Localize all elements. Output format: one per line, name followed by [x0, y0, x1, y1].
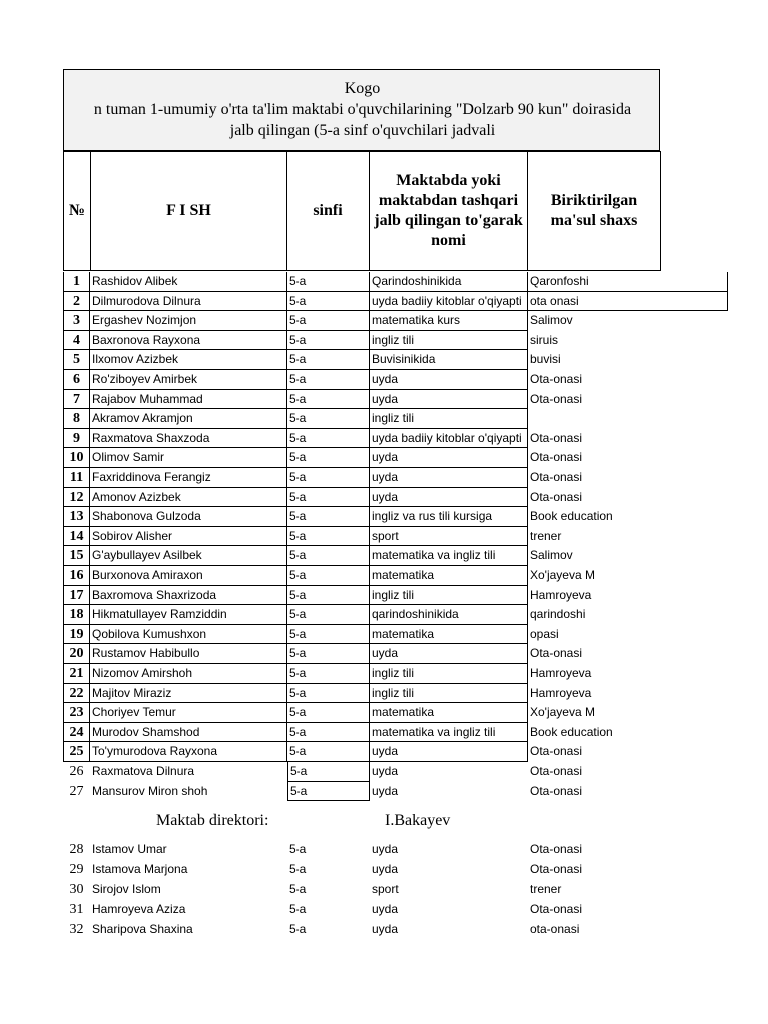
row-number: 7 — [63, 390, 90, 410]
student-class: 5-a — [287, 488, 370, 508]
table-row — [63, 723, 660, 743]
student-name: Murodov Shamshod — [90, 723, 287, 743]
table-row — [63, 488, 660, 508]
student-class: 5-a — [287, 723, 370, 743]
row-number: 23 — [63, 703, 90, 723]
student-class: 5-a — [287, 370, 370, 390]
header-responsible: Biriktirilgan ma'sul shaxs — [527, 151, 661, 271]
table-row — [63, 880, 660, 900]
row-number: 16 — [63, 566, 90, 586]
club-name: uyda — [372, 862, 399, 876]
header-fish: F I SH — [90, 151, 287, 271]
table-row — [63, 409, 660, 429]
student-class: 5-a — [287, 566, 370, 586]
header-club: Maktabda yoki maktabdan tashqari jalb qilingan to'garak nomi — [369, 151, 528, 271]
table-row — [63, 507, 660, 527]
row-number: 22 — [63, 684, 90, 704]
responsible-person: buvisi — [530, 352, 561, 367]
student-class: 5-a — [287, 429, 370, 449]
responsible-person: Ota-onasi — [530, 372, 583, 386]
table-row — [63, 311, 660, 331]
table-row — [63, 468, 660, 488]
responsible-person: Ota-onasi — [530, 783, 583, 798]
header-sinfi: sinfi — [286, 151, 370, 271]
responsible-person: ota-onasi — [530, 922, 580, 936]
club-name: uyda — [372, 842, 399, 856]
student-name: Sirojov Islom — [92, 882, 161, 896]
student-class: 5-a — [287, 331, 370, 351]
row-number: 21 — [63, 664, 90, 684]
student-class: 5-a — [287, 350, 370, 370]
row-number: 31 — [69, 902, 84, 917]
table-row — [63, 920, 660, 940]
table-row — [63, 742, 660, 762]
student-class: 5-a — [287, 762, 370, 782]
student-name: Sobirov Alisher — [90, 527, 287, 547]
row-number: 2 — [63, 292, 90, 312]
club-name: uyda — [372, 764, 399, 778]
club-name: matematika kurs — [370, 311, 528, 331]
table-row — [63, 684, 660, 704]
responsible-person: Ota-onasi — [530, 862, 583, 876]
table-row — [63, 605, 660, 625]
student-class: 5-a — [287, 586, 370, 606]
student-name: Hamroyeva Aziza — [92, 902, 186, 916]
table-row — [63, 390, 660, 410]
responsible-person: Ota-onasi — [530, 744, 583, 759]
responsible-person: Ota-onasi — [530, 430, 583, 445]
student-class: 5-a — [287, 448, 370, 468]
student-name: Rajabov Muhammad — [90, 390, 287, 410]
club-name: matematika — [370, 625, 528, 645]
student-class: 5-a — [287, 292, 370, 312]
responsible-person: opasi — [530, 626, 559, 641]
row-number: 12 — [63, 488, 90, 508]
responsible-person — [528, 409, 728, 429]
student-name: Olimov Samir — [90, 448, 287, 468]
club-name: uyda — [370, 448, 528, 468]
club-name: uyda — [372, 902, 399, 916]
table-row — [63, 566, 660, 586]
student-class: 5-a — [287, 409, 370, 429]
student-name: Majitov Miraziz — [90, 684, 287, 704]
row-number: 3 — [63, 311, 90, 331]
table-row — [63, 429, 660, 449]
responsible-person: Hamroyeva — [530, 685, 592, 700]
table-row — [63, 546, 660, 566]
responsible-person: Ota-onasi — [530, 764, 583, 778]
student-name: Rashidov Alibek — [90, 272, 287, 292]
responsible-person: Salimov — [530, 313, 573, 328]
table-row — [63, 900, 660, 920]
student-name: Ilxomov Azizbek — [90, 350, 287, 370]
club-name: uyda — [372, 783, 399, 798]
club-name: qarindoshinikida — [370, 605, 528, 625]
student-name: Shabonova Gulzoda — [90, 507, 287, 527]
table-row — [63, 840, 660, 860]
student-name: To'ymurodova Rayxona — [90, 742, 287, 762]
row-number: 11 — [63, 468, 90, 488]
responsible-person: Salimov — [530, 548, 573, 563]
club-name: matematika — [370, 566, 528, 586]
row-number: 32 — [69, 922, 84, 937]
club-name: matematika va ingliz tili — [370, 546, 528, 566]
table-row — [63, 860, 660, 880]
table-row — [63, 448, 660, 468]
club-name: uyda — [370, 370, 528, 390]
row-number: 27 — [69, 783, 84, 799]
student-class: 5-a — [289, 922, 307, 936]
student-class: 5-a — [287, 625, 370, 645]
responsible-person: Ota-onasi — [530, 902, 583, 916]
responsible-person: ota onasi — [528, 292, 728, 312]
responsible-person: Ota-onasi — [530, 842, 583, 856]
responsible-person: trener — [530, 882, 562, 896]
student-name: Rustamov Habibullo — [90, 644, 287, 664]
club-name: uyda — [370, 644, 528, 664]
club-name: ingliz tili — [370, 586, 528, 606]
row-number: 15 — [63, 546, 90, 566]
student-name: Mansurov Miron shoh — [92, 783, 208, 798]
student-class: 5-a — [289, 862, 307, 876]
student-name: Istamov Umar — [92, 842, 167, 856]
table-row — [63, 331, 660, 351]
table-row — [63, 625, 660, 645]
student-name: Ergashev Nozimjon — [90, 311, 287, 331]
row-number: 19 — [63, 625, 90, 645]
row-number: 25 — [63, 742, 90, 762]
club-name: uyda — [370, 390, 528, 410]
student-name: Istamova Marjona — [92, 862, 188, 876]
responsible-person: Xo'jayeva M — [530, 568, 595, 582]
row-number: 28 — [69, 842, 84, 857]
club-name: uyda badiiy kitoblar o'qiyapti — [370, 429, 528, 449]
table-row — [63, 586, 660, 606]
responsible-person: siruis — [530, 332, 559, 347]
header-num: № — [63, 151, 91, 271]
row-number: 1 — [63, 272, 90, 292]
row-number: 20 — [63, 644, 90, 664]
table-row — [63, 350, 660, 370]
row-number: 5 — [63, 350, 90, 370]
table-row — [63, 370, 660, 390]
student-name: Dilmurodova Dilnura — [90, 292, 287, 312]
row-number: 24 — [63, 723, 90, 743]
student-name: Faxriddinova Ferangiz — [90, 468, 287, 488]
club-name: ingliz tili — [370, 684, 528, 704]
club-name: uyda — [372, 922, 399, 936]
responsible-person: Book education — [530, 724, 613, 739]
student-class: 5-a — [287, 782, 370, 802]
responsible-person: Ota-onasi — [530, 470, 583, 484]
student-name: Ro'ziboyev Amirbek — [90, 370, 287, 390]
club-name: matematika va ingliz tili — [370, 723, 528, 743]
student-name: G'aybullayev Asilbek — [90, 546, 287, 566]
student-name: Raxmatova Shaxzoda — [90, 429, 287, 449]
row-number: 13 — [63, 507, 90, 527]
row-number: 9 — [63, 429, 90, 449]
student-class: 5-a — [287, 703, 370, 723]
row-number: 8 — [63, 409, 90, 429]
club-name: matematika — [370, 703, 528, 723]
club-name: uyda — [370, 468, 528, 488]
responsible-person: Hamroyeva — [530, 666, 592, 680]
student-name: Akramov Akramjon — [90, 409, 287, 429]
student-name: Amonov Azizbek — [90, 488, 287, 508]
club-name: Qarindoshinikida — [370, 272, 528, 292]
table-row — [63, 644, 660, 664]
student-name: Baxromova Shaxrizoda — [90, 586, 287, 606]
responsible-person: Hamroyeva — [530, 587, 592, 602]
title-line-1: Kogo — [344, 80, 381, 97]
club-name: sport — [370, 527, 528, 547]
table-row — [63, 782, 660, 802]
row-number: 10 — [63, 448, 90, 468]
title-line-2: n tuman 1-umumiy o'rta ta'lim maktabi o'quvchilarining "Dolzarb 90 kun" doirasida — [93, 101, 632, 118]
row-number: 18 — [63, 605, 90, 625]
table-row — [63, 292, 660, 312]
responsible-person: Ota-onasi — [530, 391, 583, 406]
row-number: 30 — [69, 882, 84, 897]
student-name: Nizomov Amirshoh — [90, 664, 287, 684]
student-name: Sharipova Shaxina — [92, 922, 193, 936]
responsible-person: qarindoshi — [530, 607, 586, 622]
table-row — [63, 527, 660, 547]
row-number: 17 — [63, 586, 90, 606]
club-name: ingliz tili — [370, 331, 528, 351]
student-class: 5-a — [287, 684, 370, 704]
responsible-person: Xo'jayeva M — [530, 705, 595, 720]
club-name: uyda badiiy kitoblar o'qiyapti — [370, 292, 528, 312]
club-name: Buvisinikida — [370, 350, 528, 370]
director-label: Maktab direktori: — [156, 812, 269, 829]
row-number: 26 — [69, 764, 84, 779]
student-class: 5-a — [287, 742, 370, 762]
club-name: uyda — [370, 742, 528, 762]
student-class: 5-a — [287, 468, 370, 488]
table-title — [63, 69, 660, 151]
student-class: 5-a — [289, 902, 307, 916]
student-class: 5-a — [287, 527, 370, 547]
club-name: ingliz va rus tili kursiga — [370, 507, 528, 527]
student-class: 5-a — [289, 882, 307, 896]
student-class: 5-a — [289, 842, 307, 856]
student-class: 5-a — [287, 546, 370, 566]
student-name: Burxonova Amiraxon — [90, 566, 287, 586]
student-class: 5-a — [287, 311, 370, 331]
student-class: 5-a — [287, 390, 370, 410]
student-class: 5-a — [287, 605, 370, 625]
row-number: 6 — [63, 370, 90, 390]
table-row — [63, 664, 660, 684]
director-name: I.Bakayev — [385, 812, 451, 829]
club-name: sport — [372, 882, 399, 896]
table-row — [63, 762, 660, 782]
responsible-person: Ota-onasi — [530, 646, 583, 661]
student-name: Choriyev Temur — [90, 703, 287, 723]
student-class: 5-a — [287, 272, 370, 292]
responsible-person: Book education — [530, 509, 613, 524]
responsible-person: trener — [530, 528, 562, 543]
table-row — [63, 703, 660, 723]
club-name: ingliz tili — [370, 664, 528, 684]
club-name: ingliz tili — [370, 409, 528, 429]
responsible-person: Ota-onasi — [530, 450, 583, 465]
club-name: uyda — [370, 488, 528, 508]
title-line-3: jalb qilingan (5-a sinf o'quvchilari jadvali — [229, 122, 496, 139]
student-class: 5-a — [287, 507, 370, 527]
student-name: Qobilova Kumushxon — [90, 625, 287, 645]
student-name: Hikmatullayev Ramziddin — [90, 605, 287, 625]
row-number: 29 — [69, 862, 84, 877]
student-name: Baxronova Rayxona — [90, 331, 287, 351]
row-number: 4 — [63, 331, 90, 351]
student-class: 5-a — [287, 644, 370, 664]
row-number: 14 — [63, 527, 90, 547]
table-row — [63, 272, 660, 292]
responsible-person: Qaronfoshi — [528, 272, 728, 292]
responsible-person: Ota-onasi — [530, 489, 583, 504]
student-class: 5-a — [287, 664, 370, 684]
student-name: Raxmatova Dilnura — [92, 764, 195, 778]
